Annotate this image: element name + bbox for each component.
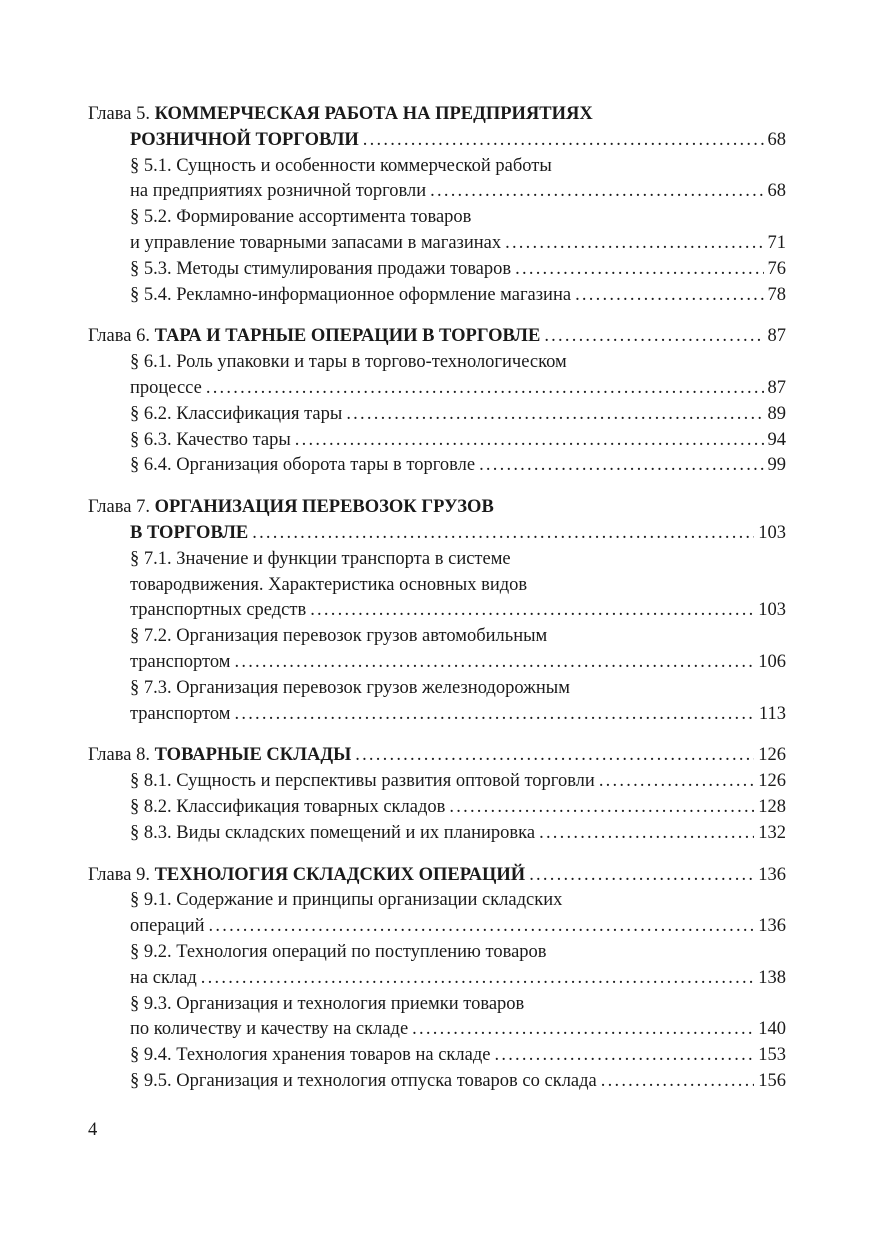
leader-dots: [544, 324, 763, 350]
page-ref: 103: [758, 522, 786, 543]
leader-dots: [495, 1043, 755, 1069]
leader-dots: [235, 702, 755, 728]
page-ref: 99: [767, 455, 786, 476]
chapter-heading[interactable]: [88, 324, 786, 350]
leader-dots: [449, 795, 754, 821]
leader-dots: [599, 769, 754, 795]
leader-dots: [539, 821, 754, 847]
section-title: на склад: [130, 967, 197, 988]
leader-dots: [515, 257, 763, 283]
leader-dots: [412, 1017, 754, 1043]
section-title: § 9.5. Организация и технология отпуска товаров со склада: [130, 1070, 597, 1091]
leader-dots: [363, 128, 764, 154]
section-title: на предприятиях розничной торговли: [130, 181, 427, 202]
section-line: § 5.1. Сущность и особенности коммерческой работы: [130, 155, 552, 176]
chapter-label: Глава 9.: [88, 864, 150, 885]
section-entry[interactable]: [88, 376, 786, 402]
chapter-heading[interactable]: [88, 743, 786, 769]
chapter-label: Глава 6.: [88, 326, 150, 347]
chapter-heading: [88, 495, 786, 521]
section-title: и управление товарными запасами в магазинах: [130, 232, 502, 253]
chapter-heading-text: [88, 863, 525, 889]
chapter-title-continued: В ТОРГОВЛЕ: [130, 522, 249, 543]
chapter-title: КОММЕРЧЕСКАЯ РАБОТА НА ПРЕДПРИЯТИЯХ: [154, 104, 593, 124]
toc-chapter: [88, 324, 786, 479]
leader-dots: [479, 453, 763, 479]
page-ref: 128: [758, 796, 786, 817]
leader-dots: [201, 966, 754, 992]
chapter-title: ТОВАРНЫЕ СКЛАДЫ: [154, 745, 352, 766]
chapter-title: ОРГАНИЗАЦИЯ ПЕРЕВОЗОК ГРУЗОВ: [154, 497, 494, 518]
section-line: § 9.2. Технология операций по поступлению товаров: [130, 941, 547, 962]
section-title: § 6.2. Классификация тары: [130, 403, 343, 424]
chapter-label: Глава 5.: [88, 104, 150, 124]
page-ref: 87: [767, 326, 786, 347]
section-line: § 9.3. Организация и технология приемки товаров: [130, 993, 525, 1014]
section-title: § 6.4. Организация оборота тары в торговле: [130, 455, 476, 476]
toc-chapter: [88, 495, 786, 727]
leader-dots: [235, 650, 755, 676]
chapter-label: Глава 8.: [88, 745, 150, 766]
section-title: по количеству и качеству на складе: [130, 1019, 409, 1040]
section-entry[interactable]: [88, 283, 786, 309]
page-ref: 106: [758, 651, 786, 672]
leader-dots: [575, 283, 763, 309]
page-ref: 76: [767, 258, 786, 279]
chapter-heading-continued[interactable]: [88, 128, 786, 154]
section-title: § 8.2. Классификация товарных складов: [130, 796, 446, 817]
page-ref: 140: [758, 1019, 786, 1040]
chapter-heading-text: [88, 743, 351, 769]
page-ref: 138: [758, 967, 786, 988]
section-entry[interactable]: [88, 1017, 786, 1043]
toc-chapter: [88, 743, 786, 846]
leader-dots: [601, 1069, 754, 1095]
section-line: § 6.1. Роль упаковки и тары в торгово-технологическом: [130, 352, 567, 373]
section-entry[interactable]: [88, 402, 786, 428]
section-entry[interactable]: [88, 914, 786, 940]
leader-dots: [430, 179, 763, 205]
section-title: § 8.3. Виды складских помещений и их планировка: [130, 822, 536, 843]
section-title: процессе: [130, 377, 202, 398]
page-ref: 68: [767, 129, 786, 150]
section-line: § 5.2. Формирование ассортимента товаров: [130, 207, 472, 228]
page-ref: 136: [758, 916, 786, 937]
page-ref: 156: [758, 1070, 786, 1091]
section-entry[interactable]: [88, 1043, 786, 1069]
section-title: транспортом: [130, 651, 231, 672]
chapter-heading: [88, 102, 786, 128]
toc-chapter: [88, 863, 786, 1095]
page-ref: 113: [758, 703, 786, 724]
section-title: транспортом: [130, 703, 231, 724]
section-line: § 7.1. Значение и функции транспорта в системе: [130, 548, 511, 569]
section-title: § 9.4. Технология хранения товаров на складе: [130, 1045, 491, 1066]
section-entry[interactable]: [88, 650, 786, 676]
section-title: операций: [130, 916, 205, 937]
section-entry[interactable]: [88, 428, 786, 454]
section-entry[interactable]: [88, 769, 786, 795]
section-line: § 9.1. Содержание и принципы организации складских: [130, 890, 563, 911]
page-ref: 94: [767, 429, 786, 450]
chapter-heading-text: [88, 324, 540, 350]
page-ref: 153: [758, 1045, 786, 1066]
section-entry[interactable]: [88, 257, 786, 283]
chapter-heading[interactable]: [88, 863, 786, 889]
chapter-title: ТАРА И ТАРНЫЕ ОПЕРАЦИИ В ТОРГОВЛЕ: [154, 326, 541, 347]
leader-dots: [529, 863, 754, 889]
section-line: товародвижения. Характеристика основных видов: [130, 574, 528, 595]
page-ref: 87: [767, 377, 786, 398]
page-ref: 126: [758, 771, 786, 792]
chapter-title: ТЕХНОЛОГИЯ СКЛАДСКИХ ОПЕРАЦИЙ: [154, 864, 526, 885]
section-entry[interactable]: [88, 1069, 786, 1095]
page-number: 4: [88, 1120, 98, 1140]
chapter-label: Глава 7.: [88, 497, 150, 518]
leader-dots: [355, 743, 754, 769]
section-line: § 7.2. Организация перевозок грузов автомобильным: [130, 626, 548, 647]
section-line: § 7.3. Организация перевозок грузов железнодорожным: [130, 677, 570, 698]
section-entry[interactable]: [88, 453, 786, 479]
section-entry[interactable]: [88, 702, 786, 728]
chapter-heading-continued[interactable]: [88, 521, 786, 547]
section-entry[interactable]: [88, 966, 786, 992]
leader-dots: [295, 428, 764, 454]
page-ref: 78: [767, 284, 786, 305]
page-ref: 71: [767, 232, 786, 253]
page-ref: 136: [758, 864, 786, 885]
section-title: транспортных средств: [130, 600, 307, 621]
section-entry[interactable]: [88, 821, 786, 847]
leader-dots: [209, 914, 755, 940]
chapter-title-continued: РОЗНИЧНОЙ ТОРГОВЛИ: [130, 129, 359, 150]
section-entry[interactable]: [88, 179, 786, 205]
leader-dots: [252, 521, 754, 547]
section-title: § 6.3. Качество тары: [130, 429, 291, 450]
page-ref: 89: [767, 403, 786, 424]
section-entry[interactable]: [88, 795, 786, 821]
page-ref: 103: [758, 600, 786, 621]
section-title: § 5.3. Методы стимулирования продажи товаров: [130, 258, 512, 279]
page-ref: 68: [767, 181, 786, 202]
page-ref: 126: [758, 745, 786, 766]
table-of-contents: [88, 102, 786, 1111]
leader-dots: [505, 231, 763, 257]
section-title: § 5.4. Рекламно-информационное оформление магазина: [130, 284, 572, 305]
toc-chapter: [88, 102, 786, 308]
section-entry[interactable]: [88, 598, 786, 624]
leader-dots: [346, 402, 763, 428]
section-title: § 8.1. Сущность и перспективы развития оптовой торговли: [130, 771, 595, 792]
section-entry[interactable]: [88, 231, 786, 257]
page-ref: 132: [758, 822, 786, 843]
leader-dots: [310, 598, 754, 624]
leader-dots: [206, 376, 764, 402]
